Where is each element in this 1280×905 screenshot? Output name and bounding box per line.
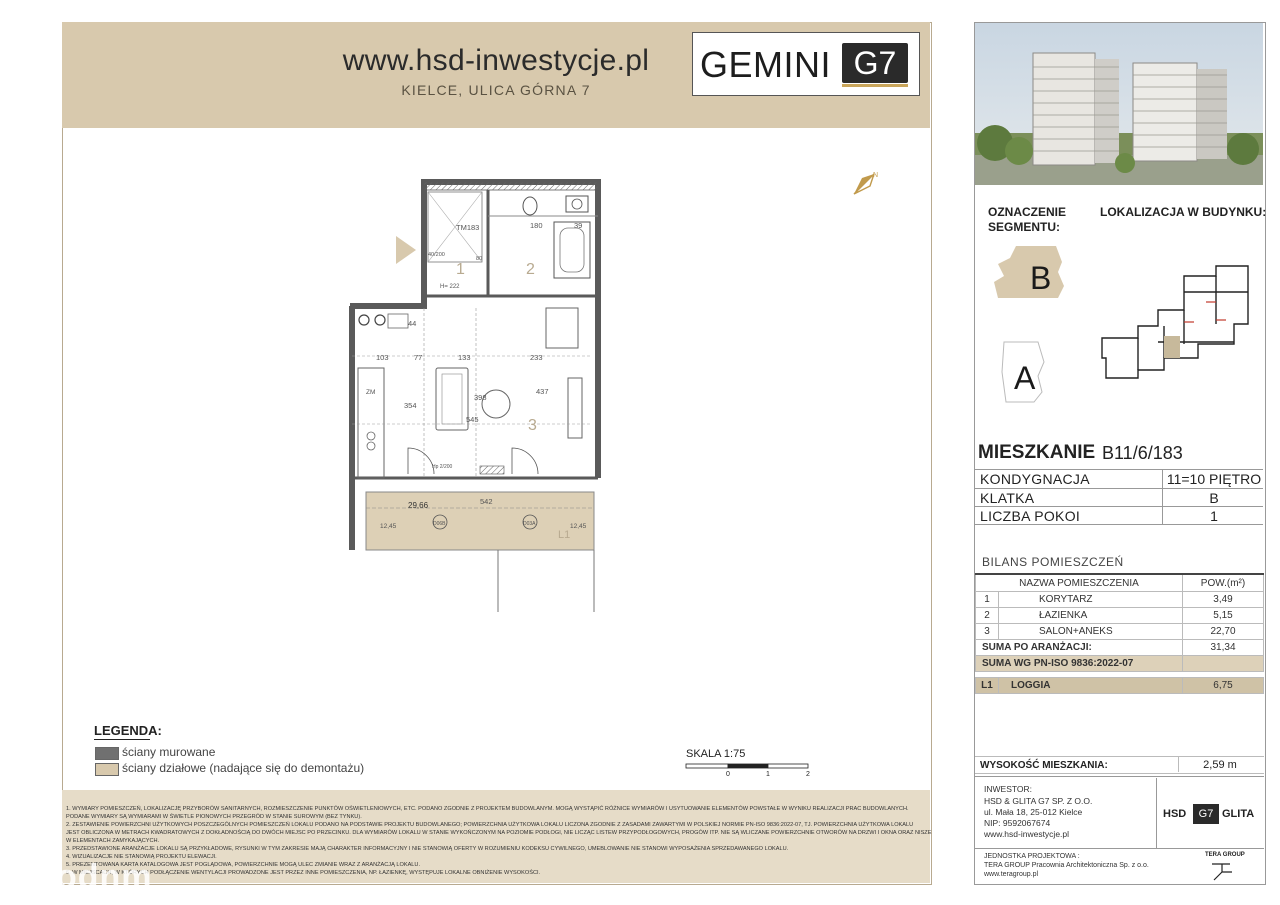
investor-label: INWESTOR: [984,784,1033,794]
bathtub [554,222,590,278]
note-line: 5. PREZENTOWANA KARTA KATALOGOWA JEST POGLĄDOWA, POWIERZCHNIE MOGĄ ULEC ZMIANIE WRAZ Z ARANŻACJĄ LOKALU. [66,862,421,868]
logo-underline [842,84,908,87]
north-label: N [873,172,879,179]
dim-1: 180 [530,221,543,230]
note-line: 4. WIZUALIZACJE NIE STANOWIĄ PROJEKTU ELEWACJI. [66,854,217,860]
dim-10: 545 [466,415,479,424]
legend-swatch-partition [95,763,119,776]
room-num: 2 [976,608,999,624]
room-area: 22,70 [1183,624,1264,640]
glita-logo-text: GLITA [1222,808,1255,820]
room-area: 3,49 [1183,592,1264,608]
toilet [523,197,537,215]
floor-value: 11=10 PIĘTRO [1166,471,1262,487]
dim-5: 77 [414,353,423,362]
investor-separator [975,776,1264,777]
hsd-logo-text: HSD [1163,808,1187,820]
tera-logo-icon [1210,860,1234,882]
designer-label: JEDNOSTKA PROJEKTOWA : [984,853,1080,860]
note-line: 6. W MIEJSCACH, W KTÓRYCH PODŁĄCZENIE WENTYLACJI PROWADZONE JEST PRZEZ INNE POMIESZCZENIA, NP. ŁAZIENKĘ, WYSTĘPUJE LOKALNE OBNIŻENIE WYSOKOŚCI. [66,870,541,876]
iso-row [976,656,1264,672]
door-code-2: D03A [523,521,536,527]
room-num: 3 [976,624,999,640]
dim-6: 233 [530,353,543,362]
rooms-count-value: 1 [1210,508,1218,524]
sofa [436,368,468,430]
iso-value [1183,656,1264,672]
room-name: SALON+ANEKS [999,624,1183,640]
door-code-1: D06B [433,521,446,527]
floor-key: KONDYGNACJA [980,471,1090,487]
room-number-2: 2 [526,261,535,278]
scale-tick-1: 1 [766,771,770,778]
scale-label: SKALA 1:75 [686,748,746,760]
north-arrow-icon [848,168,882,198]
room-name: KORYTARZ [999,592,1183,608]
investor-line: HSD & GLITA G7 SP. Z O.O. [984,796,1093,806]
segment-b-label: B [1030,260,1052,296]
site-url[interactable]: www.hsd-inwestycje.pl [342,44,650,77]
loggia-area: 6,75 [1183,678,1264,694]
note-line: 2. ZESTAWIENIE POWIERZCHNI UŻYTKOWYCH POSZCZEGÓLNYCH POMIESZCZEŃ LOKALU PODANO NA PODSTAWIE PROJEKTU BUDOWLANEGO; POWIERZCHNIA UŻYTKOWA LOKALU LICZONA ZGODNIE Z ZASADAMI ZAWARTYMI W POLSKIEJ NORMIE PN-ISO 9836:2022-07, TJ. POWIERZCHNIA UŻYTKOWA LOKALU [66,822,914,828]
legend-title: LEGENDA: [94,723,162,738]
segment-designation-label: OZNACZENIE SEGMENTU: [988,205,1066,234]
dim-4: 103 [376,353,389,362]
note-line: W ELEMENTACH ZAMYKAJĄCYCH. [66,838,160,844]
room-number-1: 1 [456,261,465,278]
logo-badge: G7 [842,43,908,83]
height-label: WYSOKOŚĆ MIESZKANIA: [980,760,1108,771]
col-name-header: NAZWA POMIESZCZENIA [976,574,1183,592]
building-render [975,23,1263,185]
iso-label: SUMA WG PN-ISO 9836:2022-07 [976,656,1183,672]
loggia-row [976,678,1264,694]
dim-8: 354 [404,401,417,410]
appliance-label: ZM [366,389,376,396]
loggia-num: L1 [976,678,999,694]
ceiling-height: H= 222 [440,284,460,290]
g7-badge: G7 [1193,804,1219,824]
dim-11: 437 [536,387,549,396]
legend-underline [94,739,150,740]
designer-website[interactable]: www.teragroup.pl [984,871,1039,878]
height-value: 2,59 m [1203,759,1237,771]
note-line: JEST OBLICZONA W METRACH KWADRATOWYCH Z DOKŁADNOŚCIĄ DO DWÓCH MIEJSC PO PRZECINKU. DLA WYMIARÓW LOKALU W STANIE WYKOŃCZONYM NA POZIOMIE PODŁOGI, NIE LICZĄC LISTEW PRZYPODŁOGOWYCH, PROGÓW ITP. NIE SĄ WLICZANE POWIERZCHNIE OTWORÓW NA DRZWI I OKNA ORAZ NISZE [66,830,932,836]
entrance-marker [396,236,416,264]
dim-3: 133 [458,353,471,362]
room-name: ŁAZIENKA [999,608,1183,624]
dim-12: 542 [480,497,493,506]
loggia-name: LOGGIA [999,678,1183,694]
scale-tick-0: 0 [726,771,730,778]
investor-line: ul. Mała 18, 25-012 Kielce [984,807,1083,817]
dim-2: 39 [574,221,583,230]
door-code-3: Hp 2/200 [432,464,453,470]
washbasin [566,196,588,212]
table-row [976,608,1264,624]
watermark: odnm [56,858,153,896]
dining-table [546,308,578,348]
scale-tick-2: 2 [806,771,810,778]
sum-row [976,640,1264,656]
dim-9: 398 [474,393,487,402]
segment-a-label: A [1014,360,1036,396]
designer-line: TERA GROUP Pracownia Architektoniczna Sp. z o.o. [984,862,1149,869]
tv-cabinet [568,378,582,438]
entry-label: TM183 [456,223,480,232]
dim-17: 80 [476,256,483,262]
building-location-plan [1098,262,1254,380]
table-row [976,624,1264,640]
room-num: 1 [976,592,999,608]
info-divider [1162,469,1163,525]
investor-line: NIP: 9592067674 [984,818,1051,828]
sum-value: 31,34 [1183,640,1264,656]
legend-item-partition: ściany działowe (nadające się do demontażu) [122,761,365,775]
balance-title: BILANS POMIESZCZEŃ [982,555,1124,569]
height-divider [1178,756,1179,772]
loggia-label: L1 [558,529,571,541]
site-address: KIELCE, ULICA GÓRNA 7 [401,82,591,98]
investor-website[interactable]: www.hsd-inwestycje.pl [984,829,1070,839]
info-row-bottom [975,524,1263,525]
sum-label: SUMA PO ARANŻACJI: [976,640,1183,656]
staircase-value: B [1209,490,1219,506]
tera-logo-text: TERA GROUP [1205,852,1245,858]
dim-14: 12,45 [380,523,397,530]
unit-title: MIESZKANIE [978,442,1096,463]
floor-plan [340,178,620,618]
legend-swatch-masonry [95,747,119,760]
kitchen-counter [358,368,384,478]
building-location-label: LOKALIZACJA W BUDYNKU: [1100,205,1267,219]
legend-item-masonry: ściany murowane [122,745,216,759]
room-area: 5,15 [1183,608,1264,624]
dim-16: 40/200 [428,252,445,258]
dim-15: 12,45 [570,523,587,530]
rooms-table [975,573,1264,694]
note-line: 1. WYMIARY POMIESZCZEŃ, LOKALIZACJĘ PRZYBORÓW SANITARNYCH, ROZMIESZCZENIE PUNKTÓW OŚWIETLENIOWYCH, ETC. PODANO ZGODNIE Z PROJEKTEM BUDOWLANYM. MOGĄ WYSTĄPIĆ RÓŻNICE WYMIARÓW I USYTUOWANIE ELEMENTÓW POWSTAŁE W WYNIKU REALIZACJI PRAC BUDOWLANYCH. [66,806,909,812]
note-line: 3. PRZEDSTAWIONE ARANŻACJE LOKALU SĄ PRZYKŁADOWE, RYSUNKI W TYM ZAKRESIE MAJĄ CHARAKTER INFORMACYJNY I NIE STANOWIĄ OFERTY W ROZUMIENIU KODEKSU CYWILNEGO, UMEBLOWANIE NIE STANOWI WYPOSAŻENIA SPRZEDAWANEGO LOKALU. [66,846,789,852]
logo-word: GEMINI [700,44,832,85]
room-number-3: 3 [528,417,537,434]
rooms-count-key: LICZBA POKOI [980,508,1081,524]
dim-7: 44 [408,319,417,328]
col-area-header: POW.(m²) [1183,574,1264,592]
table-header-row [976,574,1264,592]
note-line: PODANE WYMIARY SĄ WYMIARAMI W ŚWIETLE PIONOWYCH PRZEGRÓD W STANIE SUROWYM (BEZ TYNKU). [66,814,362,820]
scale-bar [684,762,816,782]
dim-13: 29,66 [408,501,429,510]
designer-separator [975,848,1264,849]
staircase-key: KLATKA [980,490,1035,506]
table-row [976,592,1264,608]
unit-number: B11/6/183 [1102,443,1183,463]
